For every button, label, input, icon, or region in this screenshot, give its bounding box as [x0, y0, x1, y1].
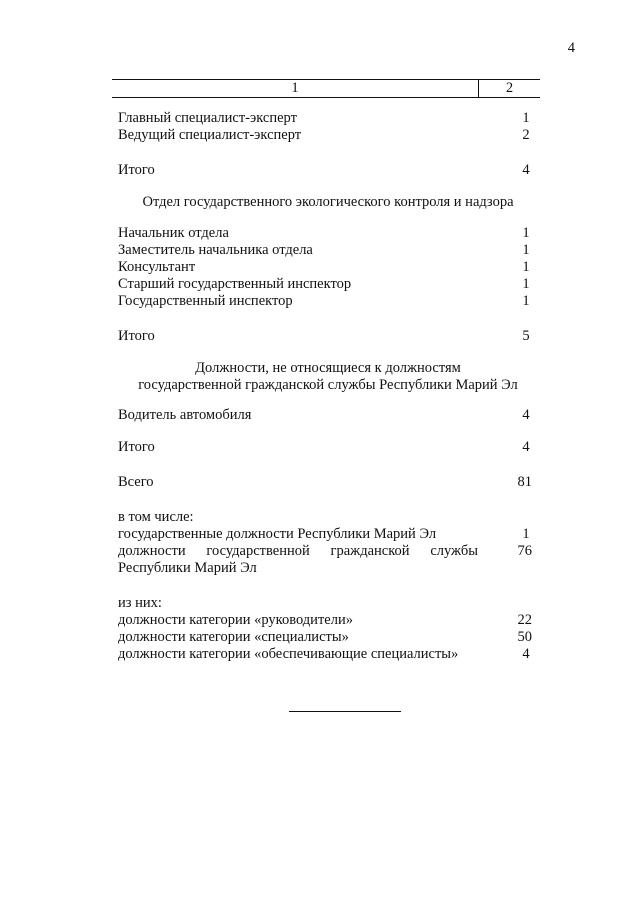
- table-column-header: [112, 79, 540, 98]
- position-label: Заместитель начальника отдела: [118, 242, 313, 258]
- position-label: Начальник отдела: [118, 225, 229, 241]
- grand-total-row: [118, 474, 538, 491]
- grand-total-label: Всего: [118, 474, 154, 490]
- section-heading: Отдел государственного экологического контроля и надзора: [142, 194, 514, 210]
- position-count: 1: [522, 225, 530, 241]
- closing-rule: [289, 711, 401, 712]
- table-row: [118, 293, 538, 310]
- position-label: Ведущий специалист-эксперт: [118, 127, 302, 143]
- category-value: 50: [517, 629, 532, 645]
- category-label: должности категории «руководители»: [118, 612, 353, 628]
- section-heading-line-2: государственной гражданской службы Республики Марий Эл: [138, 377, 518, 393]
- category-row: [118, 629, 538, 646]
- table-row: [118, 127, 538, 144]
- breakdown-value: 76: [517, 543, 532, 559]
- subtotal-label: Итого: [118, 328, 155, 344]
- breakdown-label-continuation: Республики Марий Эл: [118, 560, 257, 576]
- breakdown-intro: в том числе:: [118, 509, 194, 525]
- breakdown-row: [118, 543, 538, 560]
- subtotal-value: 4: [522, 162, 530, 178]
- table-row: [118, 407, 538, 424]
- position-label: Главный специалист-эксперт: [118, 110, 297, 126]
- table-row: [118, 110, 538, 127]
- category-label: должности категории «специалисты»: [118, 629, 349, 645]
- column-2-number: 2: [505, 80, 514, 96]
- position-label: Государственный инспектор: [118, 293, 293, 309]
- position-count: 1: [522, 276, 530, 292]
- position-count: 2: [522, 127, 530, 143]
- breakdown-label: государственные должности Республики Марий Эл: [118, 526, 437, 542]
- breakdown-label-justified: должности государственной гражданской службы: [118, 543, 478, 559]
- position-count: 1: [522, 293, 530, 309]
- subtotal-value: 4: [522, 439, 530, 455]
- table-row: [118, 259, 538, 276]
- position-label: Водитель автомобиля: [118, 407, 252, 423]
- category-label: должности категории «обеспечивающие специалисты»: [118, 646, 459, 662]
- category-row: [118, 612, 538, 629]
- breakdown-row: [118, 526, 538, 543]
- subtotal-label: Итого: [118, 439, 155, 455]
- breakdown-value: 1: [522, 526, 530, 542]
- position-label: Старший государственный инспектор: [118, 276, 352, 292]
- page-number: 4: [567, 40, 575, 56]
- subtotal-row: [118, 328, 538, 345]
- subtotal-value: 5: [522, 328, 530, 344]
- table-row: [118, 225, 538, 242]
- section-heading-line-1: Должности, не относящиеся к должностям: [195, 360, 461, 376]
- position-count: 1: [522, 110, 530, 126]
- table-row: [118, 276, 538, 293]
- position-count: 1: [522, 242, 530, 258]
- category-value: 4: [522, 646, 530, 662]
- subtotal-row: [118, 439, 538, 456]
- position-count: 1: [522, 259, 530, 275]
- subtotal-row: [118, 162, 538, 179]
- grand-total-value: 81: [517, 474, 532, 490]
- of-them-label: из них:: [118, 595, 162, 611]
- table-row: [118, 242, 538, 259]
- category-row: [118, 646, 538, 663]
- position-count: 4: [522, 407, 530, 423]
- column-1-number: 1: [291, 80, 299, 96]
- subtotal-label: Итого: [118, 162, 155, 178]
- category-value: 22: [517, 612, 532, 628]
- position-label: Консультант: [118, 259, 196, 275]
